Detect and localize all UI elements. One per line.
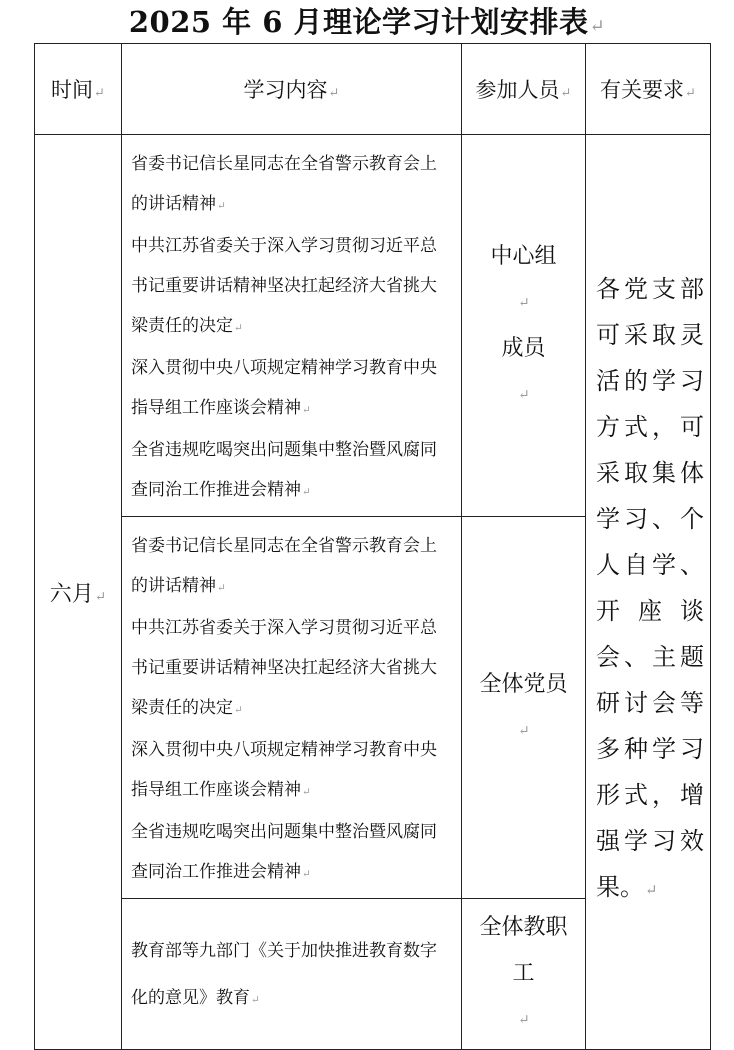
requirements-text: 各党支部可采取灵活的学习方式，可采取集体学习、个人自学、开座谈会、主题研讨会等多种学习形式，增强学习效果。 [596, 274, 704, 901]
paragraph-mark-icon: ↵ [94, 588, 107, 605]
content-item [131, 812, 453, 894]
header-content [122, 44, 462, 135]
paragraph-mark-icon: ↵ [518, 386, 530, 403]
participants-line [462, 234, 585, 326]
participants-text: 成员 [501, 335, 546, 361]
document-title-text: 2025 年 6 月理论学习计划安排表 [128, 5, 589, 39]
content-cell [122, 517, 462, 899]
participants-text: 全体党员 [479, 671, 568, 697]
header-content-label: 学习内容 [243, 78, 328, 102]
header-participants [462, 44, 586, 135]
content-item-text: 中共江苏省委关于深入学习贯彻习近平总书记重要讲话精神坚决扛起经济大省挑大梁责任的决定 [131, 618, 437, 718]
content-item-text: 省委书记信长星同志在全省警示教育会上的讲话精神 [131, 536, 437, 596]
paragraph-mark-icon: ↵ [560, 86, 572, 101]
content-item [131, 144, 453, 226]
header-participants-label: 参加人员 [475, 78, 560, 102]
participants-cell [462, 135, 586, 517]
content-item-text: 省委书记信长星同志在全省警示教育会上的讲话精神 [131, 154, 437, 214]
participants-line [462, 905, 585, 951]
content-item-text: 深入贯彻中央八项规定精神学习教育中央指导组工作座谈会精神 [131, 358, 437, 418]
paragraph-mark-icon: ↵ [217, 200, 226, 212]
participants-text: 中心组 [490, 243, 557, 269]
paragraph-mark-icon: ↵ [234, 322, 243, 334]
content-item [131, 348, 453, 430]
table-row [35, 135, 711, 517]
participants-line [462, 662, 585, 754]
paragraph-mark-icon: ↵ [518, 1012, 530, 1028]
participants-text: 全体教职 [479, 915, 568, 940]
paragraph-mark-icon: ↵ [94, 86, 105, 101]
participants-text: 工 [512, 961, 535, 986]
paragraph-mark-icon: ↵ [251, 994, 260, 1006]
content-cell [122, 135, 462, 517]
participants-cell [462, 517, 586, 899]
requirements-text-block [596, 266, 704, 913]
participants-line [462, 326, 585, 418]
content-item [131, 730, 453, 812]
content-cell [122, 899, 462, 1050]
paragraph-mark-icon: ↵ [518, 294, 530, 311]
header-requirements [586, 44, 711, 135]
content-item [131, 226, 453, 348]
document-title [0, 2, 734, 47]
content-item-text: 中共江苏省委关于深入学习贯彻习近平总书记重要讲话精神坚决扛起经济大省挑大梁责任的决定 [131, 236, 437, 336]
paragraph-mark-icon: ↵ [302, 786, 311, 798]
study-plan-table [34, 43, 711, 1050]
content-item-text: 全省违规吃喝突出问题集中整治暨风腐同查同治工作推进会精神 [131, 440, 437, 500]
participants-line [462, 951, 585, 1043]
paragraph-mark-icon: ↵ [302, 868, 311, 880]
participants-cell [462, 899, 586, 1050]
header-requirements-label: 有关要求 [600, 78, 685, 102]
paragraph-mark-icon: ↵ [302, 404, 311, 416]
paragraph-mark-icon: ↵ [685, 86, 696, 101]
paragraph-mark-icon: ↵ [645, 880, 658, 899]
content-item [131, 430, 453, 512]
paragraph-mark-icon: ↵ [234, 704, 243, 716]
content-item-text: 深入贯彻中央八项规定精神学习教育中央指导组工作座谈会精神 [131, 740, 437, 800]
paragraph-mark-icon: ↵ [217, 582, 226, 594]
header-time [35, 44, 122, 135]
month-label: 六月 [49, 581, 94, 607]
content-item-text: 教育部等九部门《关于加快推进教育数字化的意见》教育 [131, 941, 437, 1008]
content-item [131, 608, 453, 730]
content-item [131, 928, 453, 1024]
header-row [35, 44, 711, 135]
content-item-text: 全省违规吃喝突出问题集中整治暨风腐同查同治工作推进会精神 [131, 822, 437, 882]
paragraph-mark-icon: ↵ [328, 86, 340, 101]
paragraph-mark-icon: ↵ [302, 486, 311, 498]
requirements-cell [586, 135, 711, 1050]
month-cell [35, 135, 122, 1050]
paragraph-mark-icon: ↵ [518, 722, 530, 739]
paragraph-mark-icon: ↵ [589, 16, 606, 37]
content-item [131, 526, 453, 608]
header-time-label: 时间 [51, 78, 94, 102]
